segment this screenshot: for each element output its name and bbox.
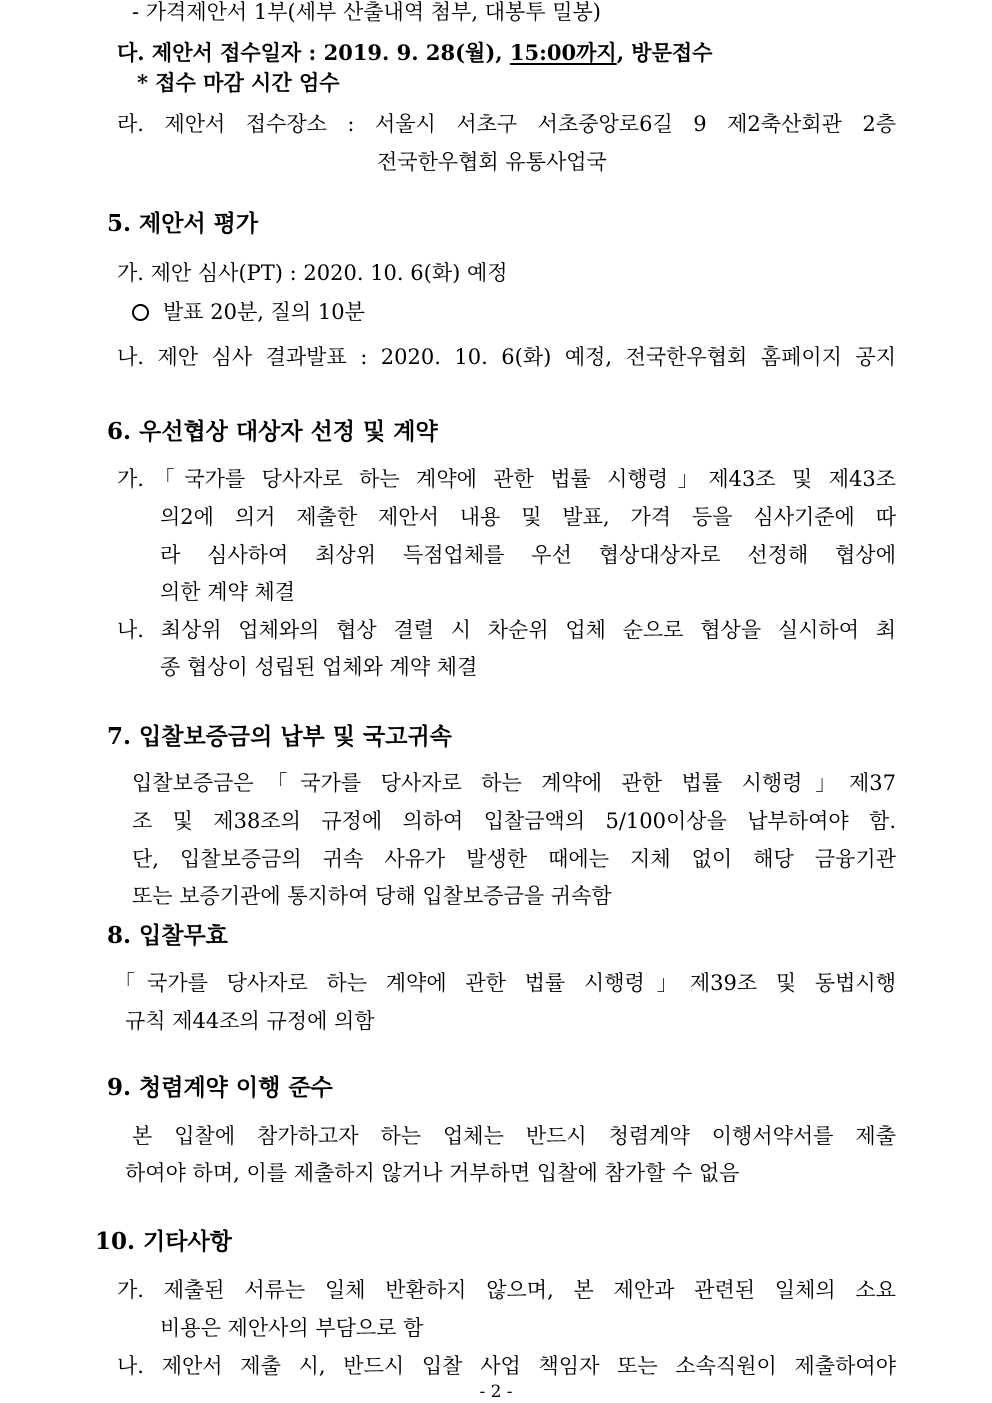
section-5-bullet [132,300,365,325]
submission-item-price-proposal: - 가격제안서 1부(세부 산출내역 첨부, 대봉투 밀봉) [132,0,602,24]
section-10-na-line: 나. 제안서 제출 시, 반드시 입찰 사업 책임자 또는 소속직원이 제출하여야 [117,1354,896,1378]
section-6-heading: 6. 우선협상 대상자 선정 및 계약 [107,418,438,445]
submission-place-line1: 라. 제안서 접수장소 : 서울시 서초구 서초중앙로6길 9 제2축산회관 2층 [117,112,896,136]
section-7-line: 입찰보증금은「국가를 당사자로 하는 계약에 관한 법률 시행령」제37 [132,771,896,795]
circle-bullet-icon [132,304,149,321]
section-6-na-line: 나. 최상위 업체와의 협상 결렬 시 차순위 업체 순으로 협상을 실시하여 최 [117,618,896,642]
section-8-line: 규칙 제44조의 규정에 의함 [125,1009,375,1033]
section-6-ga-line: 라 심사하여 최상위 득점업체를 우선 협상대상자로 선정해 협상에 [160,543,896,567]
section-8-line: 「국가를 당사자로 하는 계약에 관한 법률 시행령」제39조 및 동법시행 [114,971,896,995]
section-6-na-line: 종 협상이 성립된 업체와 계약 체결 [160,655,478,679]
section-7-line: 또는 보증기관에 통지하여 당해 입찰보증금을 귀속함 [132,884,612,908]
submission-place-line2: 전국한우협회 유통사업국 [377,150,607,174]
section-5-item-ga: 가. 제안 심사(PT) : 2020. 10. 6(화) 예정 [117,261,508,285]
section-10-heading: 10. 기타사항 [95,1228,232,1255]
section-10-ga-line: 가. 제출된 서류는 일체 반환하지 않으며, 본 제안과 관련된 일체의 소요 [117,1278,896,1302]
deadline-note: * 접수 마감 시간 엄수 [137,70,340,95]
section-5-item-na: 나. 제안 심사 결과발표 : 2020. 10. 6(화) 예정, 전국한우협회 홈페이지 공지 [117,345,896,369]
submission-date-text: 다. 제안서 접수일자 : 2019. 9. 28(월), [117,40,510,65]
section-7-line: 단, 입찰보증금의 귀속 사유가 발생한 때에는 지체 없이 해당 금융기관 [132,847,896,871]
section-6-ga-line: 의2에 의거 제출한 제안서 내용 및 발표, 가격 등을 심사기준에 따 [160,505,896,529]
section-10-ga-line: 비용은 제안사의 부담으로 함 [160,1316,424,1340]
section-6-ga-line: 의한 계약 체결 [160,580,296,604]
section-7-line: 조 및 제38조의 규정에 의하여 입찰금액의 5/100이상을 납부하여야 함. [132,809,896,833]
submission-deadline-time: 15:00까지 [509,40,617,65]
page-number: - 2 - [479,1382,513,1402]
section-5-bullet-text: 발표 20분, 질의 10분 [163,300,365,324]
section-9-line: 하여야 하며, 이를 제출하지 않거나 거부하면 입찰에 참가할 수 없음 [125,1161,740,1185]
section-9-line: 본 입찰에 참가하고자 하는 업체는 반드시 청렴계약 이행서약서를 제출 [132,1124,896,1148]
submission-date-item [117,40,712,65]
section-5-heading: 5. 제안서 평가 [107,210,259,237]
section-9-heading: 9. 청렴계약 이행 준수 [107,1074,333,1101]
section-6-ga-line: 가.「국가를 당사자로 하는 계약에 관한 법률 시행령」제43조 및 제43조 [117,467,896,491]
section-7-heading: 7. 입찰보증금의 납부 및 국고귀속 [107,723,452,750]
submission-method: , 방문접수 [616,40,713,65]
section-8-heading: 8. 입찰무효 [107,922,228,949]
